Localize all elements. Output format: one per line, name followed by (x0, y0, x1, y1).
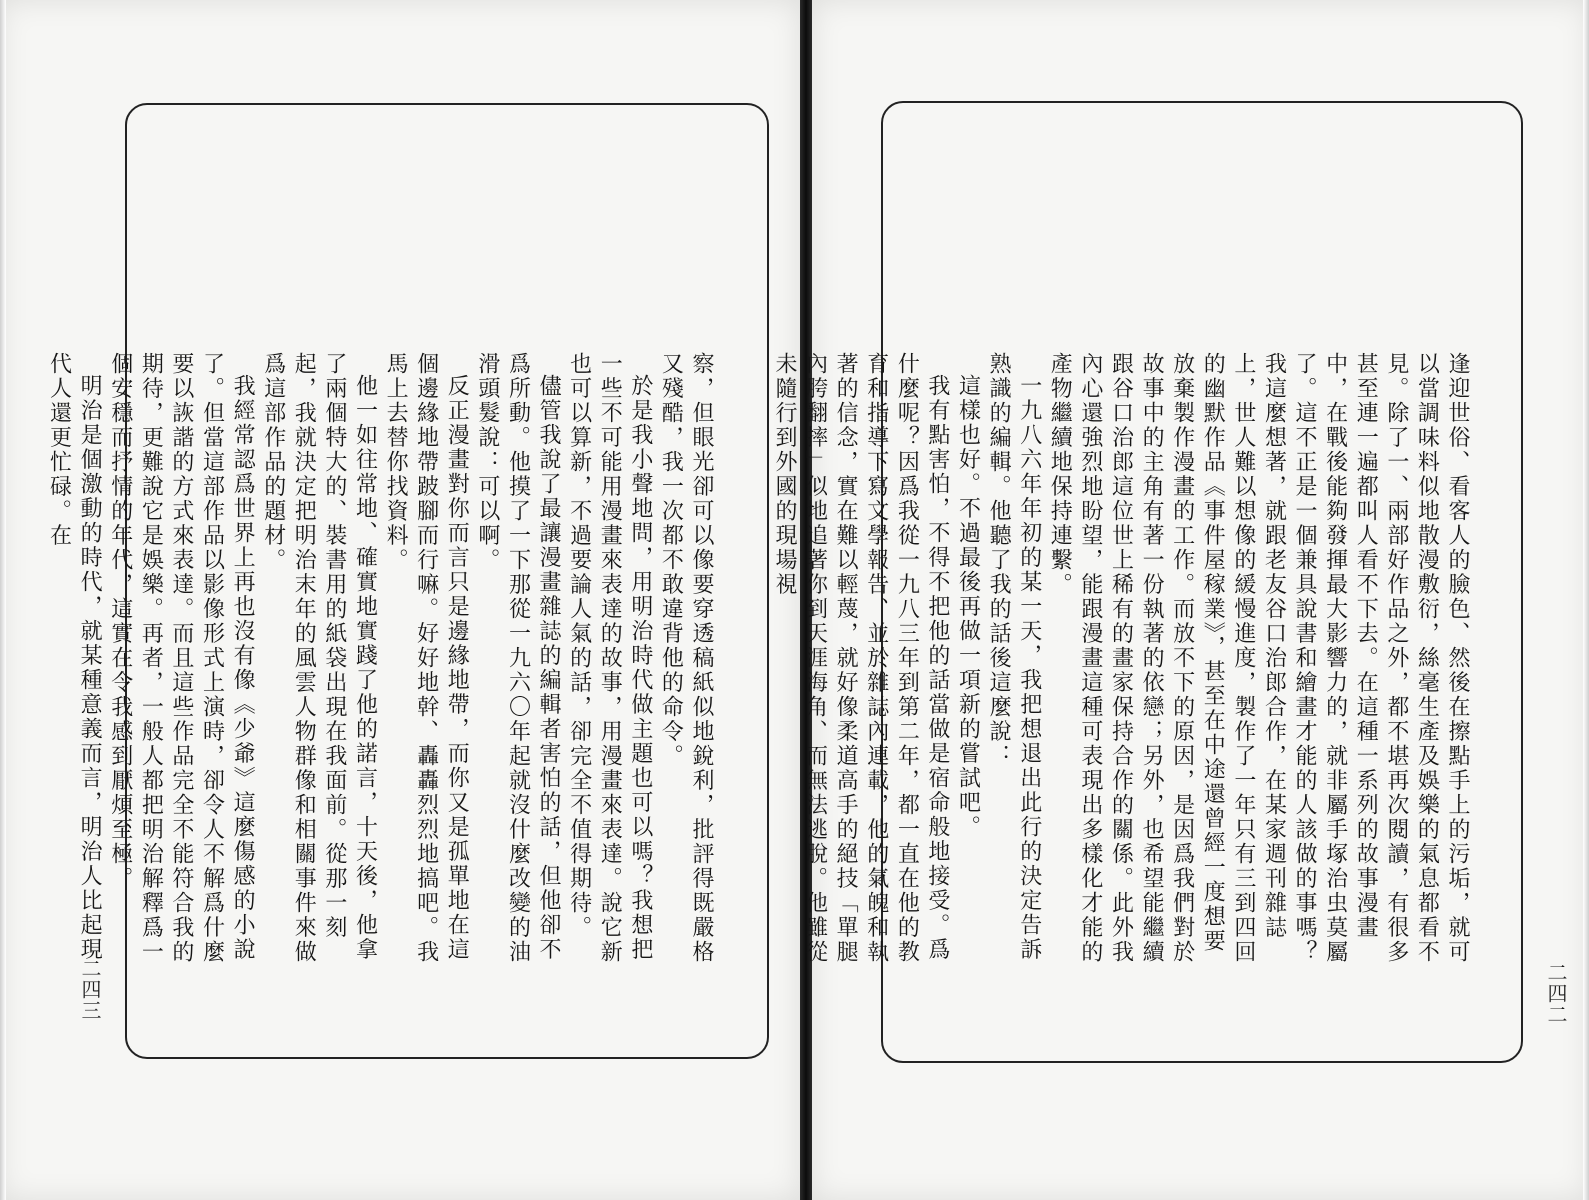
paragraph: 這樣也好。不過最後再做一項新的嘗試吧。 (955, 374, 981, 840)
paragraph: 我有點害怕，不得不把他的話當做是宿命般地接受。爲什麼呢？因爲我從一九八三年到第二年，都一直在他的教育和指導下寫文學報告、並於雜誌內連載，他的氣魄和執著的信念，實在難以輕蔑，就好像柔道高手的絕技「單腿內胯翻摔」似地追著你到天涯海角、而無法逃脫。他雖從未隨行到外國的現場視 (771, 352, 950, 965)
paragraph: 他一如往常地、確實地實踐了他的諾言，十天後，他拿了兩個特大的、裝書用的紙袋出現在我面前。從那一刻起，我就決定把明治末年的風雲人物群像和相關事件來做爲這部作品的題材。 (260, 352, 378, 965)
paragraph: 逢迎世俗、看客人的臉色、然後在擦點手上的污垢，就可以當調味料似地散漫敷衍，絲毫生產及娛樂的氣息都看不見。除了一、兩部好作品之外，都不堪再次閱讀，有很多甚至連一遍都叫人看不下去。在這種一系列的故事漫畫中，在戰後能夠發揮最大影響力的，就非屬手塚治虫莫屬了。這不正是一個兼具說書和繪畫才能的人該做的事嗎？我這麼想著，就跟老友谷口治郎合作，在某家週刊雜誌上，世人難以想像的緩慢進度，製作了一年只有三到四回的幽默作品《事件屋稼業》，甚至在中途還曾經一度想要放棄製作漫畫的工作。而放不下的原因，是因爲我們對於故事中的主角有著一份執著的依戀；另外，也希望能繼續跟谷口治郎這位世上稀有的畫家保持合作的關係。此外我內心還強烈地盼望，能跟漫畫這種可表現出多樣化才能的產物繼續地保持連繫。 (1047, 352, 1470, 965)
paragraph: 明治是個激動的時代，就某種意義而言，明治人比起現代人還更忙碌。在 (46, 352, 103, 962)
left-page-edge (0, 0, 6, 1200)
right-page (771, 0, 1589, 1200)
paragraph: 察，但眼光卻可以像要穿透稿紙似地銳利，批評得既嚴格又殘酷，我一次都不敢違背他的命令。 (658, 352, 714, 965)
page-number-left: 二四三 (78, 958, 102, 1021)
page-number-right: 二四二 (1544, 962, 1568, 1025)
right-page-body (771, 352, 1472, 972)
paragraph: 於是我小聲地問，用明治時代做主題也可以嗎？我想把一些不可能用漫畫來表達的故事，用漫畫來表達。說它新也可以算新，不過要論人氣的話，卻完全不值得期待。 (566, 352, 653, 965)
paragraph: 反正漫畫對你而言只是邊緣地帶，而你又是孤單地在這個邊緣地帶跛腳而行嘛。好好地幹、轟轟烈烈地搞吧。我馬上去替你找資料。 (383, 352, 470, 965)
paragraph: 我經常認爲世界上再也沒有像《少爺》這麼傷感的小說了。但當這部作品以影像形式上演時，卻令人不解爲什麼要以詼諧的方式來表達。而且這些作品完全不能符合我的期待，更難說它是娛樂。再者，一般人都把明治解釋爲一個安穩而抒情的年代，這實在令我感到厭煩至極。 (107, 352, 256, 965)
right-page-edge (1583, 0, 1589, 1200)
left-page-body (46, 352, 716, 972)
paragraph: 儘管我說了最讓漫畫雜誌的編輯者害怕的話，但他卻不爲所動。他摸了一下那從一九六〇年起就沒什麼改變的油滑頭髮說：可以啊。 (474, 352, 562, 965)
paragraph: 一九八六年年初的某一天，我把想退出此行的決定告訴熟識的編輯。他聽了我的話後這麼說： (986, 352, 1042, 962)
